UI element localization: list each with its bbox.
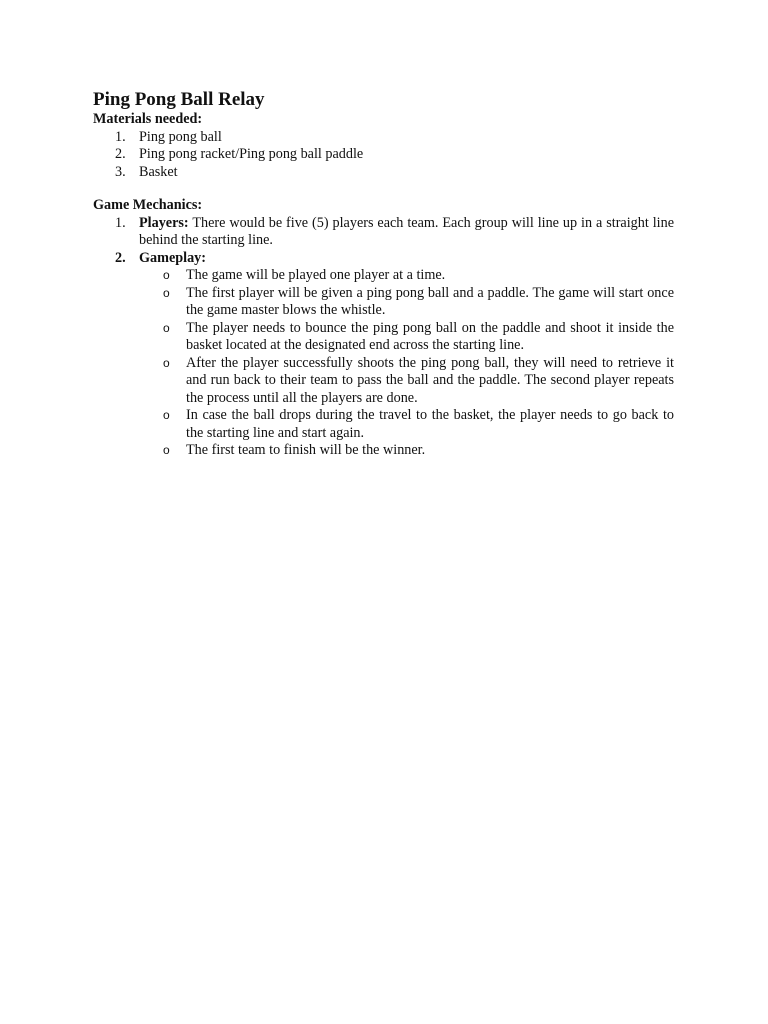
gameplay-bullet-text: The game will be played one player at a time. — [186, 267, 446, 283]
gameplay-bullet — [93, 285, 674, 320]
gameplay-bullet-text: The first team to finish will be the winner. — [186, 442, 426, 458]
materials-item-number: 2. — [115, 146, 126, 162]
gameplay-bullet — [93, 355, 674, 408]
mechanics-item-gameplay — [93, 250, 674, 268]
bullet-circle-icon: o — [163, 408, 170, 422]
gameplay-bullet-text: The first player will be given a ping pong ball and a paddle. The game will start once the game master blows the whistle. — [186, 284, 674, 318]
mechanics-item-players — [93, 215, 674, 250]
bullet-circle-icon: o — [163, 268, 170, 282]
gameplay-bullet — [93, 320, 674, 355]
gameplay-bullet-text: In case the ball drops during the travel to the basket, the player needs to go back to the starting line and start again. — [186, 407, 674, 441]
bullet-circle-icon: o — [163, 285, 170, 300]
materials-item-number: 3. — [115, 163, 126, 180]
bullet-circle-icon: o — [163, 320, 170, 335]
section-spacer — [93, 181, 674, 197]
mechanics-item-number: 1. — [115, 214, 126, 231]
materials-item — [93, 164, 674, 182]
mechanics-item-number: 2. — [115, 249, 126, 266]
bullet-circle-icon: o — [163, 443, 170, 457]
gameplay-bullet-text: After the player successfully shoots the ping pong ball, they will need to retrieve it and run back to their team to pass the ball and the paddle. The second player repeats the process until all the players are done. — [186, 354, 674, 406]
gameplay-bullet — [93, 442, 674, 460]
bullet-circle-icon: o — [163, 355, 170, 370]
materials-item — [93, 129, 674, 147]
materials-item-text: Basket — [139, 163, 178, 180]
gameplay-bullet — [93, 267, 674, 285]
materials-item-number: 1. — [115, 128, 126, 145]
materials-item-text: Ping pong racket/Ping pong ball paddle — [139, 146, 364, 162]
materials-heading: Materials needed: — [93, 111, 203, 127]
gameplay-label: Gameplay: — [139, 249, 206, 266]
materials-item — [93, 146, 674, 164]
players-label: Players: — [139, 214, 189, 231]
document-page — [93, 88, 674, 460]
players-text: There would be five (5) players each team. Each group will line up in a straight line behind the starting line. — [139, 214, 674, 248]
mechanics-heading: Game Mechanics: — [93, 197, 203, 213]
materials-item-text: Ping pong ball — [139, 128, 222, 145]
gameplay-bullet-text: The player needs to bounce the ping pong ball on the paddle and shoot it inside the basket located at the designated end across the starting line. — [186, 319, 674, 353]
gameplay-bullet — [93, 407, 674, 442]
document-title: Ping Pong Ball Relay — [93, 89, 265, 110]
